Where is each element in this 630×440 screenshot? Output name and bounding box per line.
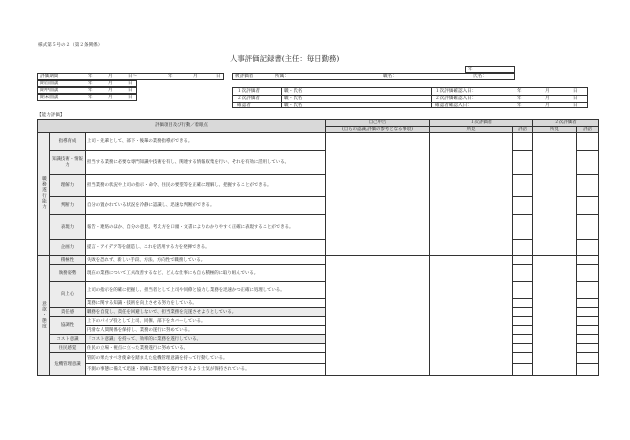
date-label: 年 (468, 67, 473, 72)
period-month-end: 月 (193, 74, 198, 79)
item-desc: 不測の事態に備えて迅速・的確に業務等を遂行できるよう士気が保持されている。 (86, 364, 326, 376)
group-label: 職務遂行能力 (41, 176, 47, 210)
name-label: 氏名： (473, 74, 487, 79)
item-desc: 住民の立場・視点に立った業務遂行に努めている。 (86, 344, 326, 353)
first-score-cell[interactable] (513, 215, 533, 240)
second-score-cell[interactable] (577, 282, 599, 299)
position-label: 職名： (383, 74, 397, 79)
item-desc: 職務を自覚し、責任を回避しないで、担当業務を完遂させようとしている。 (86, 308, 326, 317)
first-score-cell[interactable] (513, 353, 533, 364)
second-score-cell[interactable] (577, 364, 599, 376)
evaluator-month: 月 (545, 88, 550, 94)
item-desc: 上司・先輩として、部下・後輩の業務指導ができる。 (86, 133, 326, 151)
second-score-cell[interactable] (577, 151, 599, 175)
header-items: 評価項目及び行動／着眼点 (38, 120, 326, 133)
evaluator-role: １次評価者 (237, 88, 260, 94)
evaluator-month: 月 (545, 95, 550, 101)
interview-month: 月 (108, 81, 113, 86)
second-score-cell[interactable] (577, 335, 599, 344)
evaluator-day: 日 (573, 88, 578, 94)
evaluator-role: ２次評価者 (237, 95, 260, 101)
self-assessment-cell[interactable] (326, 256, 430, 376)
item-desc: 円滑な人間関係を保持し、業務の遂行に努めている。 (86, 326, 326, 335)
interview-year: 年 (88, 81, 93, 86)
evaluator-day: 日 (573, 95, 578, 101)
first-score-cell[interactable] (513, 335, 533, 344)
interview-day: 日 (128, 81, 133, 86)
second-score-cell[interactable] (577, 326, 599, 335)
section-label: 【能力評価】 (37, 113, 65, 118)
item-label: 判断力 (50, 197, 86, 215)
second-score-cell[interactable] (577, 317, 599, 326)
item-desc: 上司の指示を的確に把握し、担当者として上司や同僚と協力し業務を迅速かつ正確に処理している。 (86, 282, 326, 299)
header-first-score: 評語 (513, 126, 533, 133)
evaluators-block (232, 87, 588, 108)
evaluator-year: 年 (517, 88, 522, 94)
second-comment-cell[interactable] (533, 256, 577, 376)
second-score-cell[interactable] (577, 299, 599, 308)
first-score-cell[interactable] (513, 133, 533, 151)
first-score-cell[interactable] (513, 256, 533, 265)
evaluator-year: 年 (517, 102, 522, 108)
item-desc: 上下のパイプ役として上司、同僚、部下をカバーしている。 (86, 317, 326, 326)
item-label: 協調性 (50, 317, 86, 335)
header-second: ２次評価者 (533, 120, 599, 127)
item-desc: 担当する業務に必要な専門知識や技術を有し、関連する情報収集を行い、それを有効に活用している。 (86, 151, 326, 175)
item-desc: 業務に関する知識・技術を向上させる努力をしている。 (86, 299, 326, 308)
first-comment-cell[interactable] (430, 133, 513, 256)
first-score-cell[interactable] (513, 308, 533, 317)
applicant-row (232, 73, 515, 80)
item-desc: 管防の果たすべき使命を踏まえた危機管理意識を持って行動している。 (86, 353, 326, 364)
item-desc: 担当業務の状況や上司の指示・命令、住民の要望等を正確に理解し、把握することができる。 (86, 175, 326, 197)
header-second-score: 評語 (577, 126, 599, 133)
period-day-start: 日～ (128, 74, 138, 79)
item-desc: 提言・アイデア等を創造し、これを活用する力を発揮できる。 (86, 240, 326, 256)
interview-label: 期首面談 (40, 81, 59, 86)
second-score-cell[interactable] (577, 308, 599, 317)
evaluation-table (37, 119, 599, 376)
evaluator-day: 日 (573, 102, 578, 108)
item-label: 危機管理意識 (50, 353, 86, 376)
period-month-start: 月 (108, 74, 113, 79)
second-score-cell[interactable] (577, 197, 599, 215)
form-code: 様式第５号の２（第２条関係） (38, 43, 103, 48)
item-label: 表現力 (50, 215, 86, 240)
item-label: 執務姿勢 (50, 265, 86, 282)
header-second-comment: 所見 (533, 126, 577, 133)
item-desc: 「コスト意識」を持って、効率的に業務を遂行している。 (86, 335, 326, 344)
item-label: 理解力 (50, 175, 86, 197)
evaluator-confirm-label: 確認者確認入日： (435, 102, 472, 108)
evaluator-name-label: 職・氏名 (284, 88, 303, 94)
evaluation-period-row[interactable] (37, 73, 224, 80)
first-score-cell[interactable] (513, 151, 533, 175)
item-label: 積極性 (50, 256, 86, 265)
second-score-cell[interactable] (577, 175, 599, 197)
interview-month: 月 (108, 88, 113, 93)
second-score-cell[interactable] (577, 215, 599, 240)
group-label: 意欲・態度 (41, 300, 47, 329)
self-assessment-cell[interactable] (326, 133, 430, 256)
interview-end-row[interactable] (37, 94, 137, 101)
header-first: １次評価者 (430, 120, 533, 127)
first-score-cell[interactable] (513, 197, 533, 215)
period-year-start: 年 (88, 74, 93, 79)
item-desc: 現在の業務について工夫改善するなど、どんな仕事にも自ら積極的に取り組んでいる。 (86, 265, 326, 282)
second-score-cell[interactable] (577, 353, 599, 364)
item-label: コスト意識 (50, 335, 86, 344)
second-score-cell[interactable] (577, 240, 599, 256)
item-desc: 自分の置かれている状況を冷静に認識し、迅速な判断ができる。 (86, 197, 326, 215)
second-score-cell[interactable] (577, 133, 599, 151)
item-label: 指導育成 (50, 133, 86, 151)
interview-day: 日 (128, 95, 133, 100)
second-score-cell[interactable] (577, 344, 599, 353)
item-label: 責任感 (50, 308, 86, 317)
evaluator-confirm-label: １次評価確認入日： (435, 88, 477, 94)
item-desc: 報告・連絡のほか、自分の意見、考え方を口頭・文書によりわかりやすく正確に表現することができる。 (86, 215, 326, 240)
first-score-cell[interactable] (513, 344, 533, 353)
header-self-sub: (自らの認識,評価の参考となる事項) (326, 126, 430, 133)
header-self: 自己申告 (326, 120, 430, 127)
date-box[interactable] (465, 66, 515, 73)
interview-mid-row[interactable] (37, 87, 137, 94)
interview-year: 年 (88, 95, 93, 100)
second-score-cell[interactable] (577, 265, 599, 282)
item-label: 知識技術・情報力 (50, 151, 86, 175)
interview-month: 月 (108, 95, 113, 100)
item-label: 企画力 (50, 240, 86, 256)
item-desc: 失敗を恐れず、新しい手段、方法、方向性で職務している。 (86, 256, 326, 265)
evaluator-month: 月 (545, 102, 550, 108)
first-score-cell[interactable] (513, 317, 533, 326)
item-label: 向上心 (50, 282, 86, 308)
evaluator-name-label: 職・氏名 (284, 95, 303, 101)
applicant-label: 被評価者 (235, 74, 254, 79)
first-score-cell[interactable] (513, 326, 533, 335)
first-score-cell[interactable] (513, 265, 533, 282)
first-score-cell[interactable] (513, 175, 533, 197)
first-comment-cell[interactable] (430, 256, 513, 376)
page-title: 人事評価記録書(主任：毎日勤務) (230, 54, 340, 63)
period-day-end: 日 (216, 74, 221, 79)
first-score-cell[interactable] (513, 299, 533, 308)
period-year-end: 年 (168, 74, 173, 79)
interview-start-row[interactable] (37, 80, 137, 87)
evaluator-role: 確認者 (237, 102, 251, 108)
evaluator-name-label: 職・氏名 (284, 102, 303, 108)
interview-day: 日 (128, 88, 133, 93)
period-label: 評価期間 (40, 74, 59, 79)
interview-year: 年 (88, 88, 93, 93)
first-score-cell[interactable] (513, 364, 533, 376)
interview-label: 期末面談 (40, 95, 59, 100)
item-label: 住民感覚 (50, 344, 86, 353)
header-first-comment: 所見 (430, 126, 513, 133)
evaluator-year: 年 (517, 95, 522, 101)
interview-label: 期中面談 (40, 88, 59, 93)
first-score-cell[interactable] (513, 282, 533, 299)
first-score-cell[interactable] (513, 240, 533, 256)
second-score-cell[interactable] (577, 256, 599, 265)
dept-label: 所属： (275, 74, 289, 79)
second-comment-cell[interactable] (533, 133, 577, 256)
evaluator-confirm-label: ２次評価確認入日： (435, 95, 477, 101)
